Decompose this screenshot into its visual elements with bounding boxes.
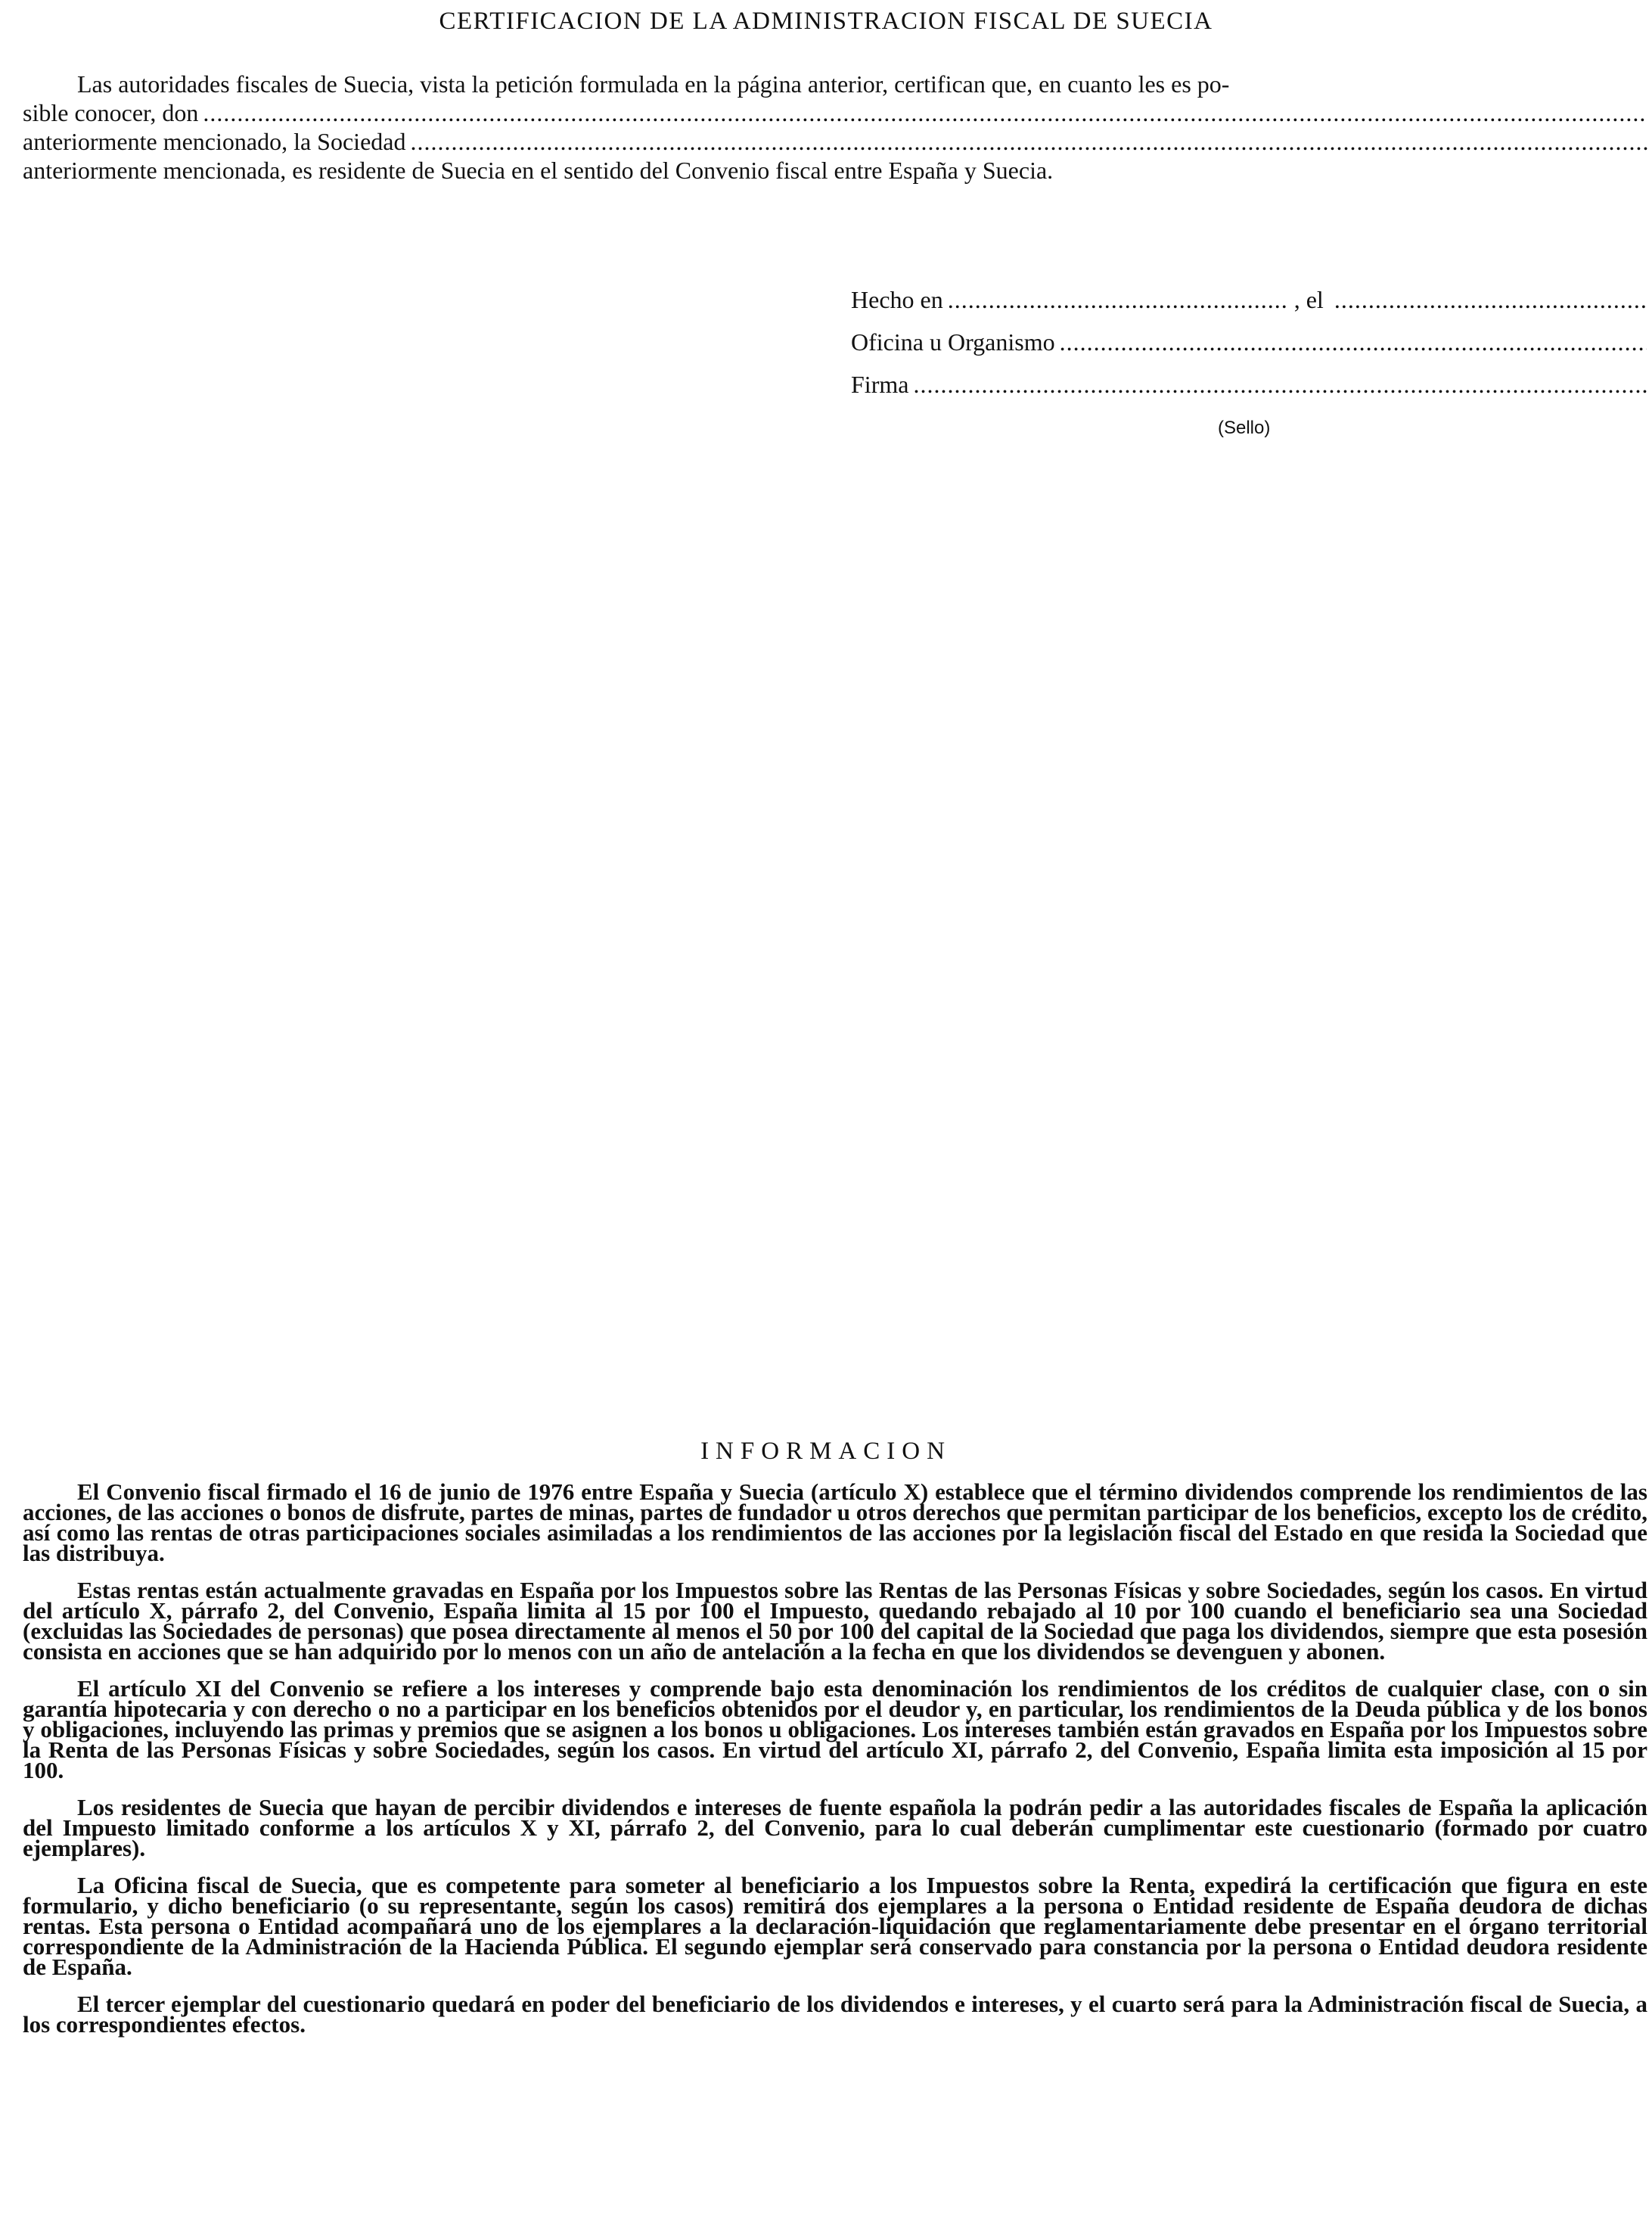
date-label: , el (1293, 286, 1324, 313)
information-paragraph: Estas rentas están actualmente gravadas en España por los Impuestos sobre las Rentas de las Personas Físicas y sobre Sociedades, según los casos. En virtud del artículo X, párrafo 2, del Convenio, España limita al 15 por 100 el Impuesto, quedando rebajado al 10 por 100 cuando el beneficiario sea una Sociedad (excluidas las Sociedades de personas) que posea directamente al menos el 50 por 100 del capital de la Sociedad que paga los dividendos, siempre que esta posesión consista en acciones que se han adquirido por lo menos con un año de antelación a la fecha en que los dividendos se devenguen y abonen. (23, 1577, 1647, 1665)
information-paragraph: El Convenio fiscal firmado el 16 de junio de 1976 entre España y Suecia (artículo X) establece que el término dividendos comprende los rendimientos de las acciones, de las acciones o bonos de disfrute, partes de minas, partes de fundador u otros derechos que permitan participar de los beneficios, excepto los de crédito, así como las rentas de otras participaciones sociales asimiladas a los rendimientos de las acciones por la legislación fiscal del Estado en que resida la Sociedad que las distribuya. (23, 1478, 1647, 1566)
seal-label: (Sello) (1218, 418, 1271, 438)
signature-block (851, 278, 1647, 406)
information-body (23, 1478, 1647, 2051)
signature-fill-line[interactable] (913, 363, 1647, 406)
information-paragraph: El artículo XI del Convenio se refiere a los intereses y comprende bajo esta denominación los rendimientos de los créditos de cualquier clase, con o sin garantía hipotecaria y con derecho o no a participar en los beneficios obtenidos por el deudor y, en particular, los rendimientos de la Deuda pública y de los bonos y obligaciones, incluyendo las primas y premios que se asignen a los bonos u obligaciones. Los intereses también están gravados en España por los Impuestos sobre la Renta de las Personas Físicas y sobre Sociedades, según los casos. En virtud del artículo XI, párrafo 2, del Convenio, España limita esta imposición al 15 por 100. (23, 1675, 1647, 1783)
certificate-title: CERTIFICACION DE LA ADMINISTRACION FISCAL DE SUECIA (439, 8, 1213, 35)
certificate-line-3 (23, 127, 1647, 156)
certificate-line-1 (23, 70, 1647, 98)
oficina-row (851, 321, 1647, 363)
hecho-en-row (851, 278, 1647, 321)
firma-label: Firma (851, 371, 909, 398)
office-fill-line[interactable] (1060, 321, 1647, 363)
information-paragraph: La Oficina fiscal de Suecia, que es competente para someter al beneficiario a los Impuestos sobre la Renta, expedirá la certificación que figura en este formulario, y dicho beneficiario (o su representante, según los casos) remitirá dos ejemplares a la persona o Entidad residente de España deudora de dichas rentas. Esta persona o Entidad acompañará uno de los ejemplares a la declaración-liquidación que reglamentariamente debe presentar en el órgano territorial correspondiente de la Administración de la Hacienda Pública. El segundo ejemplar será conservado para constancia por la persona o Entidad deudora residente de España. (23, 1872, 1647, 1980)
information-title: INFORMACION (700, 1438, 952, 1465)
certificate-text-4: anteriormente mencionada, es residente de Suecia en el sentido del Convenio fiscal entre España y Suecia. (23, 157, 1054, 184)
certificate-text-2: sible conocer, don (23, 99, 199, 126)
information-paragraph: Los residentes de Suecia que hayan de percibir dividendos e intereses de fuente española la podrán pedir a las autoridades fiscales de España la aplicación del Impuesto limitado conforme a los artículos X y XI, párrafo 2, del Convenio, para lo cual deberán cumplimentar este cuestionario (formado por cuatro ejemplares). (23, 1794, 1647, 1861)
name-fill-line[interactable] (203, 98, 1647, 127)
place-fill-line[interactable] (948, 278, 1288, 321)
certificate-body (23, 70, 1647, 185)
hecho-en-label: Hecho en (851, 286, 943, 313)
certificate-line-4 (23, 156, 1647, 185)
certificate-text-1: Las autoridades fiscales de Suecia, vista la petición formulada en la página anterior, certifican que, en cuanto les es po- (77, 70, 1230, 98)
certificate-line-2 (23, 98, 1647, 127)
oficina-label: Oficina u Organismo (851, 328, 1055, 356)
certificate-text-3: anteriormente mencionado, la Sociedad (23, 128, 406, 155)
firma-row (851, 363, 1647, 406)
information-paragraph: El tercer ejemplar del cuestionario quedará en poder del beneficiario de los dividendos e intereses, y el cuarto será para la Administración fiscal de Suecia, a los correspondientes efectos. (23, 1991, 1647, 2038)
date-fill-line[interactable] (1334, 278, 1647, 321)
company-fill-line[interactable] (410, 127, 1647, 156)
